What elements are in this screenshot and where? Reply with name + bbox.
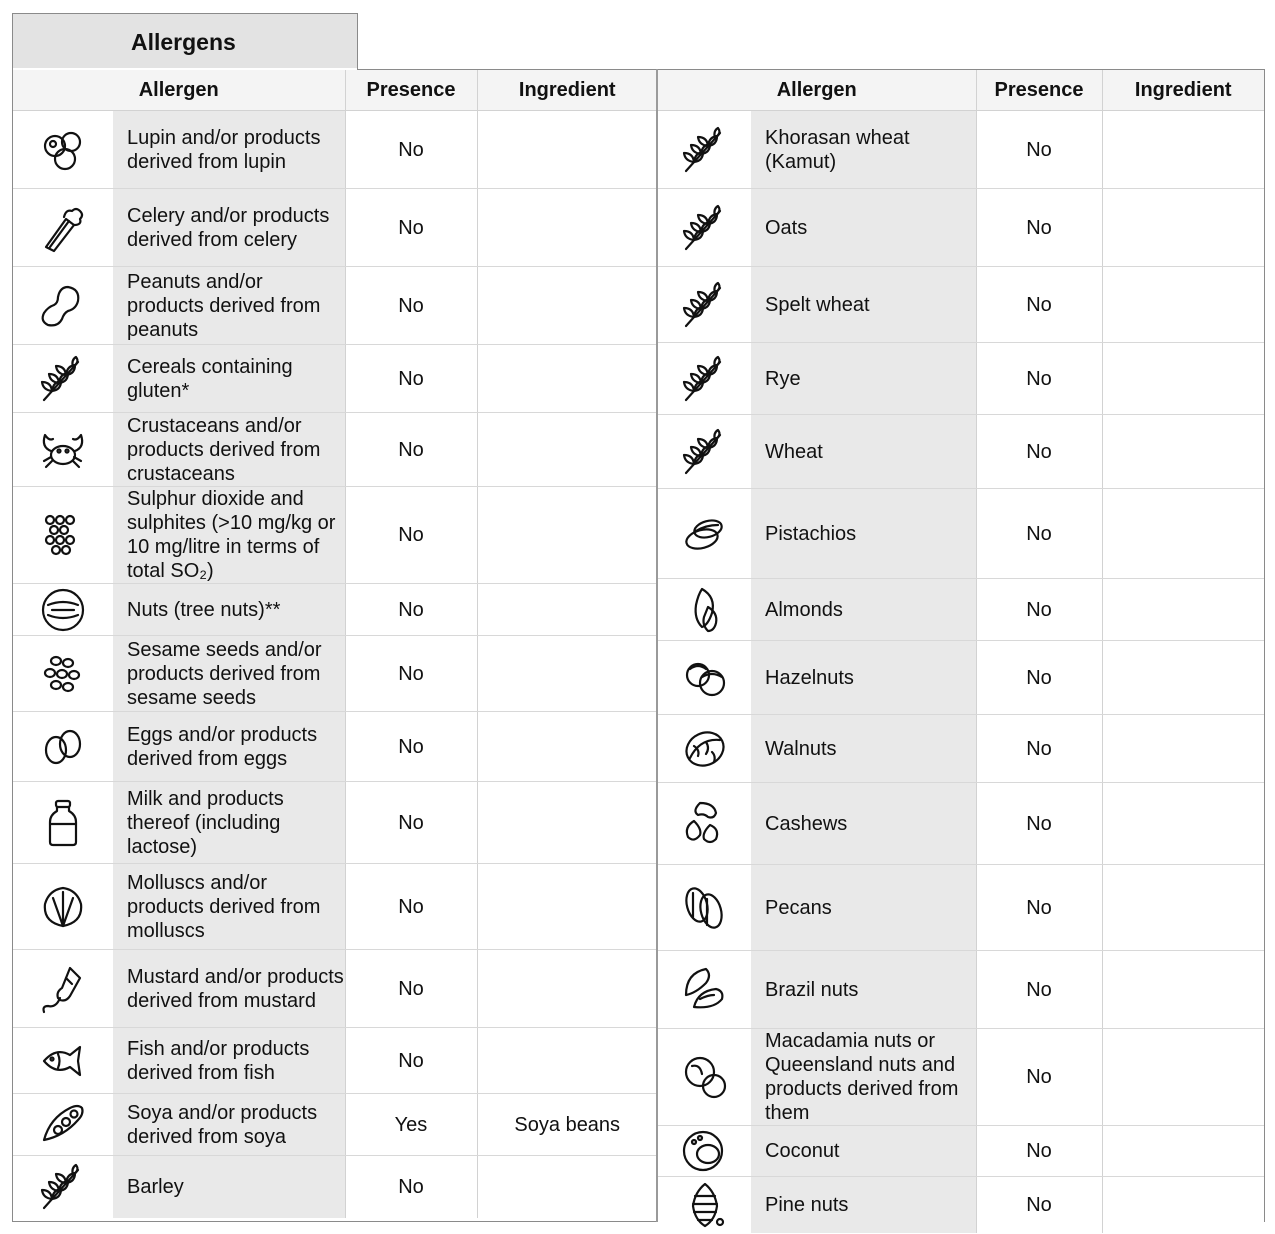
ingredient-value <box>477 864 657 950</box>
wheat-icon <box>680 427 730 477</box>
wheat-icon <box>680 280 730 330</box>
presence-value: No <box>345 345 477 413</box>
wheat-icon <box>38 1162 88 1212</box>
presence-value: No <box>976 189 1102 267</box>
allergen-icon-cell <box>13 413 113 487</box>
allergen-table-left <box>13 70 657 1218</box>
allergen-row <box>658 343 1264 415</box>
allergen-icon-cell <box>658 489 751 579</box>
pecan-icon <box>680 883 730 933</box>
allergen-name: Crustaceans and/or products derived from crustaceans <box>113 413 345 487</box>
header-row <box>658 70 1264 111</box>
allergen-name: Almonds <box>751 579 976 641</box>
ingredient-value <box>477 1156 657 1218</box>
ingredient-value <box>1102 415 1264 489</box>
ingredient-value <box>477 189 657 267</box>
allergen-icon-cell <box>13 1094 113 1156</box>
allergen-row <box>658 951 1264 1029</box>
allergen-icon-cell <box>13 864 113 950</box>
allergen-row <box>658 783 1264 865</box>
allergen-icon-cell <box>13 584 113 636</box>
allergen-icon-cell <box>658 267 751 343</box>
presence-value: No <box>345 1156 477 1218</box>
allergen-row <box>13 345 657 413</box>
presence-value: No <box>345 1028 477 1094</box>
celery-icon <box>38 203 88 253</box>
allergen-icon-cell <box>13 487 113 584</box>
presence-value: No <box>976 951 1102 1029</box>
header-presence: Presence <box>976 70 1102 111</box>
allergen-name: Celery and/or products derived from celery <box>113 189 345 267</box>
allergen-row <box>13 712 657 782</box>
ingredient-value <box>477 782 657 864</box>
presence-value: No <box>976 783 1102 865</box>
allergen-name: Oats <box>751 189 976 267</box>
allergen-name: Walnuts <box>751 715 976 783</box>
allergen-icon-cell <box>13 636 113 712</box>
presence-value: Yes <box>345 1094 477 1156</box>
wheat-icon <box>680 354 730 404</box>
allergen-table-right <box>658 70 1264 1233</box>
allergen-name: Lupin and/or products derived from lupin <box>113 111 345 189</box>
ingredient-value <box>1102 579 1264 641</box>
presence-value: No <box>976 489 1102 579</box>
allergen-name: Sulphur dioxide and sulphites (>10 mg/kg or 10 mg/litre in terms of total SO₂) <box>113 487 345 584</box>
allergens-tab[interactable] <box>12 13 358 69</box>
cashew-icon <box>680 799 730 849</box>
allergen-name: Spelt wheat <box>751 267 976 343</box>
fish-icon <box>38 1036 88 1086</box>
allergen-name: Cashews <box>751 783 976 865</box>
allergen-icon-cell <box>658 343 751 415</box>
allergen-icon-cell <box>13 111 113 189</box>
allergen-row <box>658 715 1264 783</box>
ingredient-value <box>1102 951 1264 1029</box>
wheat-icon <box>680 125 730 175</box>
allergen-icon-cell <box>658 579 751 641</box>
egg-icon <box>38 722 88 772</box>
presence-value: No <box>976 641 1102 715</box>
allergen-name: Sesame seeds and/or products derived from sesame seeds <box>113 636 345 712</box>
ingredient-value <box>1102 783 1264 865</box>
allergen-name: Mustard and/or products derived from mustard <box>113 950 345 1028</box>
allergen-row <box>658 489 1264 579</box>
soya-pod-icon <box>38 1100 88 1150</box>
allergen-icon-cell <box>658 189 751 267</box>
allergen-icon-cell <box>13 267 113 345</box>
allergen-name: Khorasan wheat (Kamut) <box>751 111 976 189</box>
allergen-icon-cell <box>658 783 751 865</box>
ingredient-value <box>477 267 657 345</box>
allergen-row <box>13 111 657 189</box>
allergen-row <box>13 636 657 712</box>
wheat-icon <box>38 354 88 404</box>
allergen-name: Rye <box>751 343 976 415</box>
ingredient-value <box>1102 267 1264 343</box>
presence-value: No <box>976 1029 1102 1126</box>
allergen-row <box>13 1028 657 1094</box>
presence-value: No <box>976 111 1102 189</box>
allergen-row <box>658 641 1264 715</box>
ingredient-value <box>1102 343 1264 415</box>
allergen-row <box>658 1029 1264 1126</box>
ingredient-value <box>477 413 657 487</box>
allergen-row <box>13 1156 657 1218</box>
ingredient-value <box>1102 1177 1264 1233</box>
allergen-name: Milk and products thereof (including lactose) <box>113 782 345 864</box>
allergen-row <box>13 584 657 636</box>
allergens-tab-label: Allergens <box>131 29 236 55</box>
allergen-row <box>658 189 1264 267</box>
allergen-name: Peanuts and/or products derived from peanuts <box>113 267 345 345</box>
presence-value: No <box>345 712 477 782</box>
allergen-row <box>13 864 657 950</box>
allergen-row <box>13 1094 657 1156</box>
allergen-icon-cell <box>658 715 751 783</box>
allergen-row <box>13 413 657 487</box>
allergen-icon-cell <box>13 345 113 413</box>
ingredient-value <box>1102 865 1264 951</box>
ingredient-value <box>477 1028 657 1094</box>
ingredient-value <box>1102 1126 1264 1177</box>
walnut-icon <box>680 724 730 774</box>
sulphite-icon <box>38 510 88 560</box>
presence-value: No <box>345 111 477 189</box>
allergen-name: Brazil nuts <box>751 951 976 1029</box>
presence-value: No <box>345 487 477 584</box>
allergen-icon-cell <box>13 950 113 1028</box>
ingredient-value <box>1102 715 1264 783</box>
hazelnut-icon <box>680 653 730 703</box>
presence-value: No <box>976 715 1102 783</box>
allergen-icon-cell <box>658 641 751 715</box>
allergen-icon-cell <box>658 1126 751 1177</box>
ingredient-value <box>1102 189 1264 267</box>
allergen-row <box>658 1126 1264 1177</box>
lupin-icon <box>38 125 88 175</box>
allergen-name: Soya and/or products derived from soya <box>113 1094 345 1156</box>
nut-icon <box>38 585 88 635</box>
wheat-icon <box>680 203 730 253</box>
allergen-icon-cell <box>658 415 751 489</box>
mustard-icon <box>38 964 88 1014</box>
allergen-name: Macadamia nuts or Queensland nuts and products derived from them <box>751 1029 976 1126</box>
header-ingredient: Ingredient <box>477 70 657 111</box>
header-allergen: Allergen <box>13 70 345 111</box>
presence-value: No <box>345 189 477 267</box>
shell-icon <box>38 882 88 932</box>
ingredient-value <box>1102 111 1264 189</box>
allergen-name: Wheat <box>751 415 976 489</box>
allergen-row <box>658 267 1264 343</box>
presence-value: No <box>976 415 1102 489</box>
allergen-name: Hazelnuts <box>751 641 976 715</box>
milk-bottle-icon <box>38 798 88 848</box>
allergen-row <box>658 111 1264 189</box>
presence-value: No <box>976 865 1102 951</box>
presence-value: No <box>345 267 477 345</box>
allergen-icon-cell <box>13 712 113 782</box>
header-allergen: Allergen <box>658 70 976 111</box>
ingredient-value <box>477 584 657 636</box>
header-ingredient: Ingredient <box>1102 70 1264 111</box>
ingredient-value <box>477 345 657 413</box>
allergen-name: Pecans <box>751 865 976 951</box>
sesame-icon <box>38 649 88 699</box>
allergen-name: Cereals containing gluten* <box>113 345 345 413</box>
pine-nut-icon <box>680 1180 730 1230</box>
allergen-row <box>13 189 657 267</box>
allergen-icon-cell <box>658 111 751 189</box>
ingredient-value <box>477 111 657 189</box>
allergen-name: Nuts (tree nuts)** <box>113 584 345 636</box>
presence-value: No <box>976 343 1102 415</box>
presence-value: No <box>345 782 477 864</box>
presence-value: No <box>345 413 477 487</box>
pistachio-icon <box>680 509 730 559</box>
presence-value: No <box>976 267 1102 343</box>
crab-icon <box>38 425 88 475</box>
presence-value: No <box>345 864 477 950</box>
allergen-row <box>658 1177 1264 1233</box>
allergen-name: Coconut <box>751 1126 976 1177</box>
allergen-row <box>658 579 1264 641</box>
coconut-icon <box>680 1126 730 1176</box>
ingredient-value <box>477 636 657 712</box>
allergen-name: Pistachios <box>751 489 976 579</box>
ingredient-value <box>477 950 657 1028</box>
allergen-name: Molluscs and/or products derived from molluscs <box>113 864 345 950</box>
presence-value: No <box>976 1126 1102 1177</box>
allergen-icon-cell <box>13 1156 113 1218</box>
almond-icon <box>680 585 730 635</box>
allergen-icon-cell <box>13 189 113 267</box>
allergen-name: Barley <box>113 1156 345 1218</box>
allergen-row <box>13 950 657 1028</box>
ingredient-value <box>1102 489 1264 579</box>
presence-value: No <box>976 579 1102 641</box>
ingredient-value <box>477 712 657 782</box>
allergen-row <box>658 865 1264 951</box>
allergen-name: Eggs and/or products derived from eggs <box>113 712 345 782</box>
macadamia-icon <box>680 1052 730 1102</box>
allergen-name: Fish and/or products derived from fish <box>113 1028 345 1094</box>
allergen-icon-cell <box>658 1177 751 1233</box>
allergen-icon-cell <box>13 782 113 864</box>
brazil-nut-icon <box>680 965 730 1015</box>
presence-value: No <box>345 636 477 712</box>
allergen-icon-cell <box>658 1029 751 1126</box>
allergen-row <box>658 415 1264 489</box>
presence-value: No <box>976 1177 1102 1233</box>
ingredient-value: Soya beans <box>477 1094 657 1156</box>
ingredient-value <box>1102 641 1264 715</box>
presence-value: No <box>345 950 477 1028</box>
header-presence: Presence <box>345 70 477 111</box>
header-row <box>13 70 657 111</box>
allergen-row <box>13 487 657 584</box>
allergen-row <box>13 782 657 864</box>
ingredient-value <box>1102 1029 1264 1126</box>
allergen-row <box>13 267 657 345</box>
ingredient-value <box>477 487 657 584</box>
presence-value: No <box>345 584 477 636</box>
allergen-icon-cell <box>13 1028 113 1094</box>
peanut-icon <box>38 281 88 331</box>
allergen-name: Pine nuts <box>751 1177 976 1233</box>
allergen-icon-cell <box>658 951 751 1029</box>
allergen-icon-cell <box>658 865 751 951</box>
